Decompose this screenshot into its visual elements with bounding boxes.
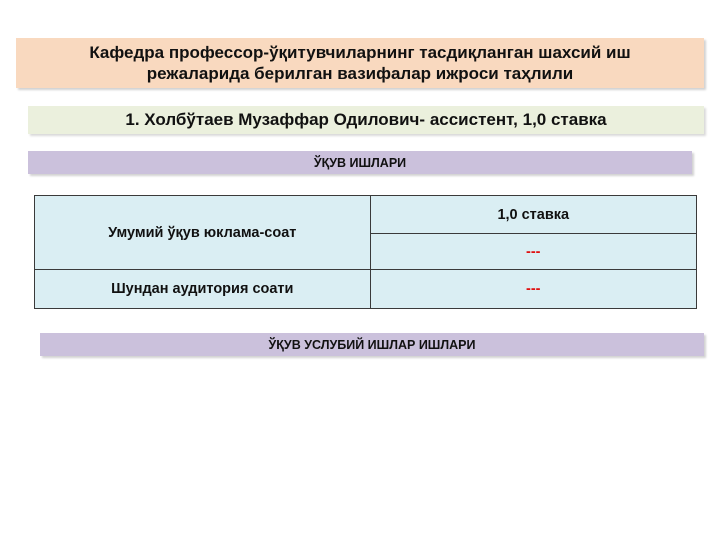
total-load-label: Умумий ўқув юклама-соат xyxy=(35,196,371,270)
section-methodical-work xyxy=(40,333,704,356)
table-row xyxy=(35,270,697,309)
person-heading-text: 1. Холбўтаев Музаффар Одилович- ассистент, 1,0 ставка xyxy=(125,110,607,129)
section-methodical-label: ЎҚУВ УСЛУБИЙ ИШЛАР ИШЛАРИ xyxy=(268,337,476,352)
teaching-load-table xyxy=(34,195,697,309)
total-load-hours: --- xyxy=(370,234,696,270)
person-heading xyxy=(28,106,704,134)
page-title xyxy=(16,38,704,88)
total-load-rate: 1,0 ставка xyxy=(370,196,696,234)
table-row xyxy=(35,196,697,234)
auditorium-hours-label: Шундан аудитория соати xyxy=(35,270,371,309)
section-teaching-label: ЎҚУВ ИШЛАРИ xyxy=(313,155,407,170)
page-title-line-1: Кафедра профессор-ўқитувчиларнинг тасдиқланган шахсий иш xyxy=(89,43,631,62)
auditorium-hours-value: --- xyxy=(370,270,696,309)
section-teaching-work xyxy=(28,151,692,174)
page-title-line-2: режаларида берилган вазифалар ижроси таҳлили xyxy=(146,64,574,83)
